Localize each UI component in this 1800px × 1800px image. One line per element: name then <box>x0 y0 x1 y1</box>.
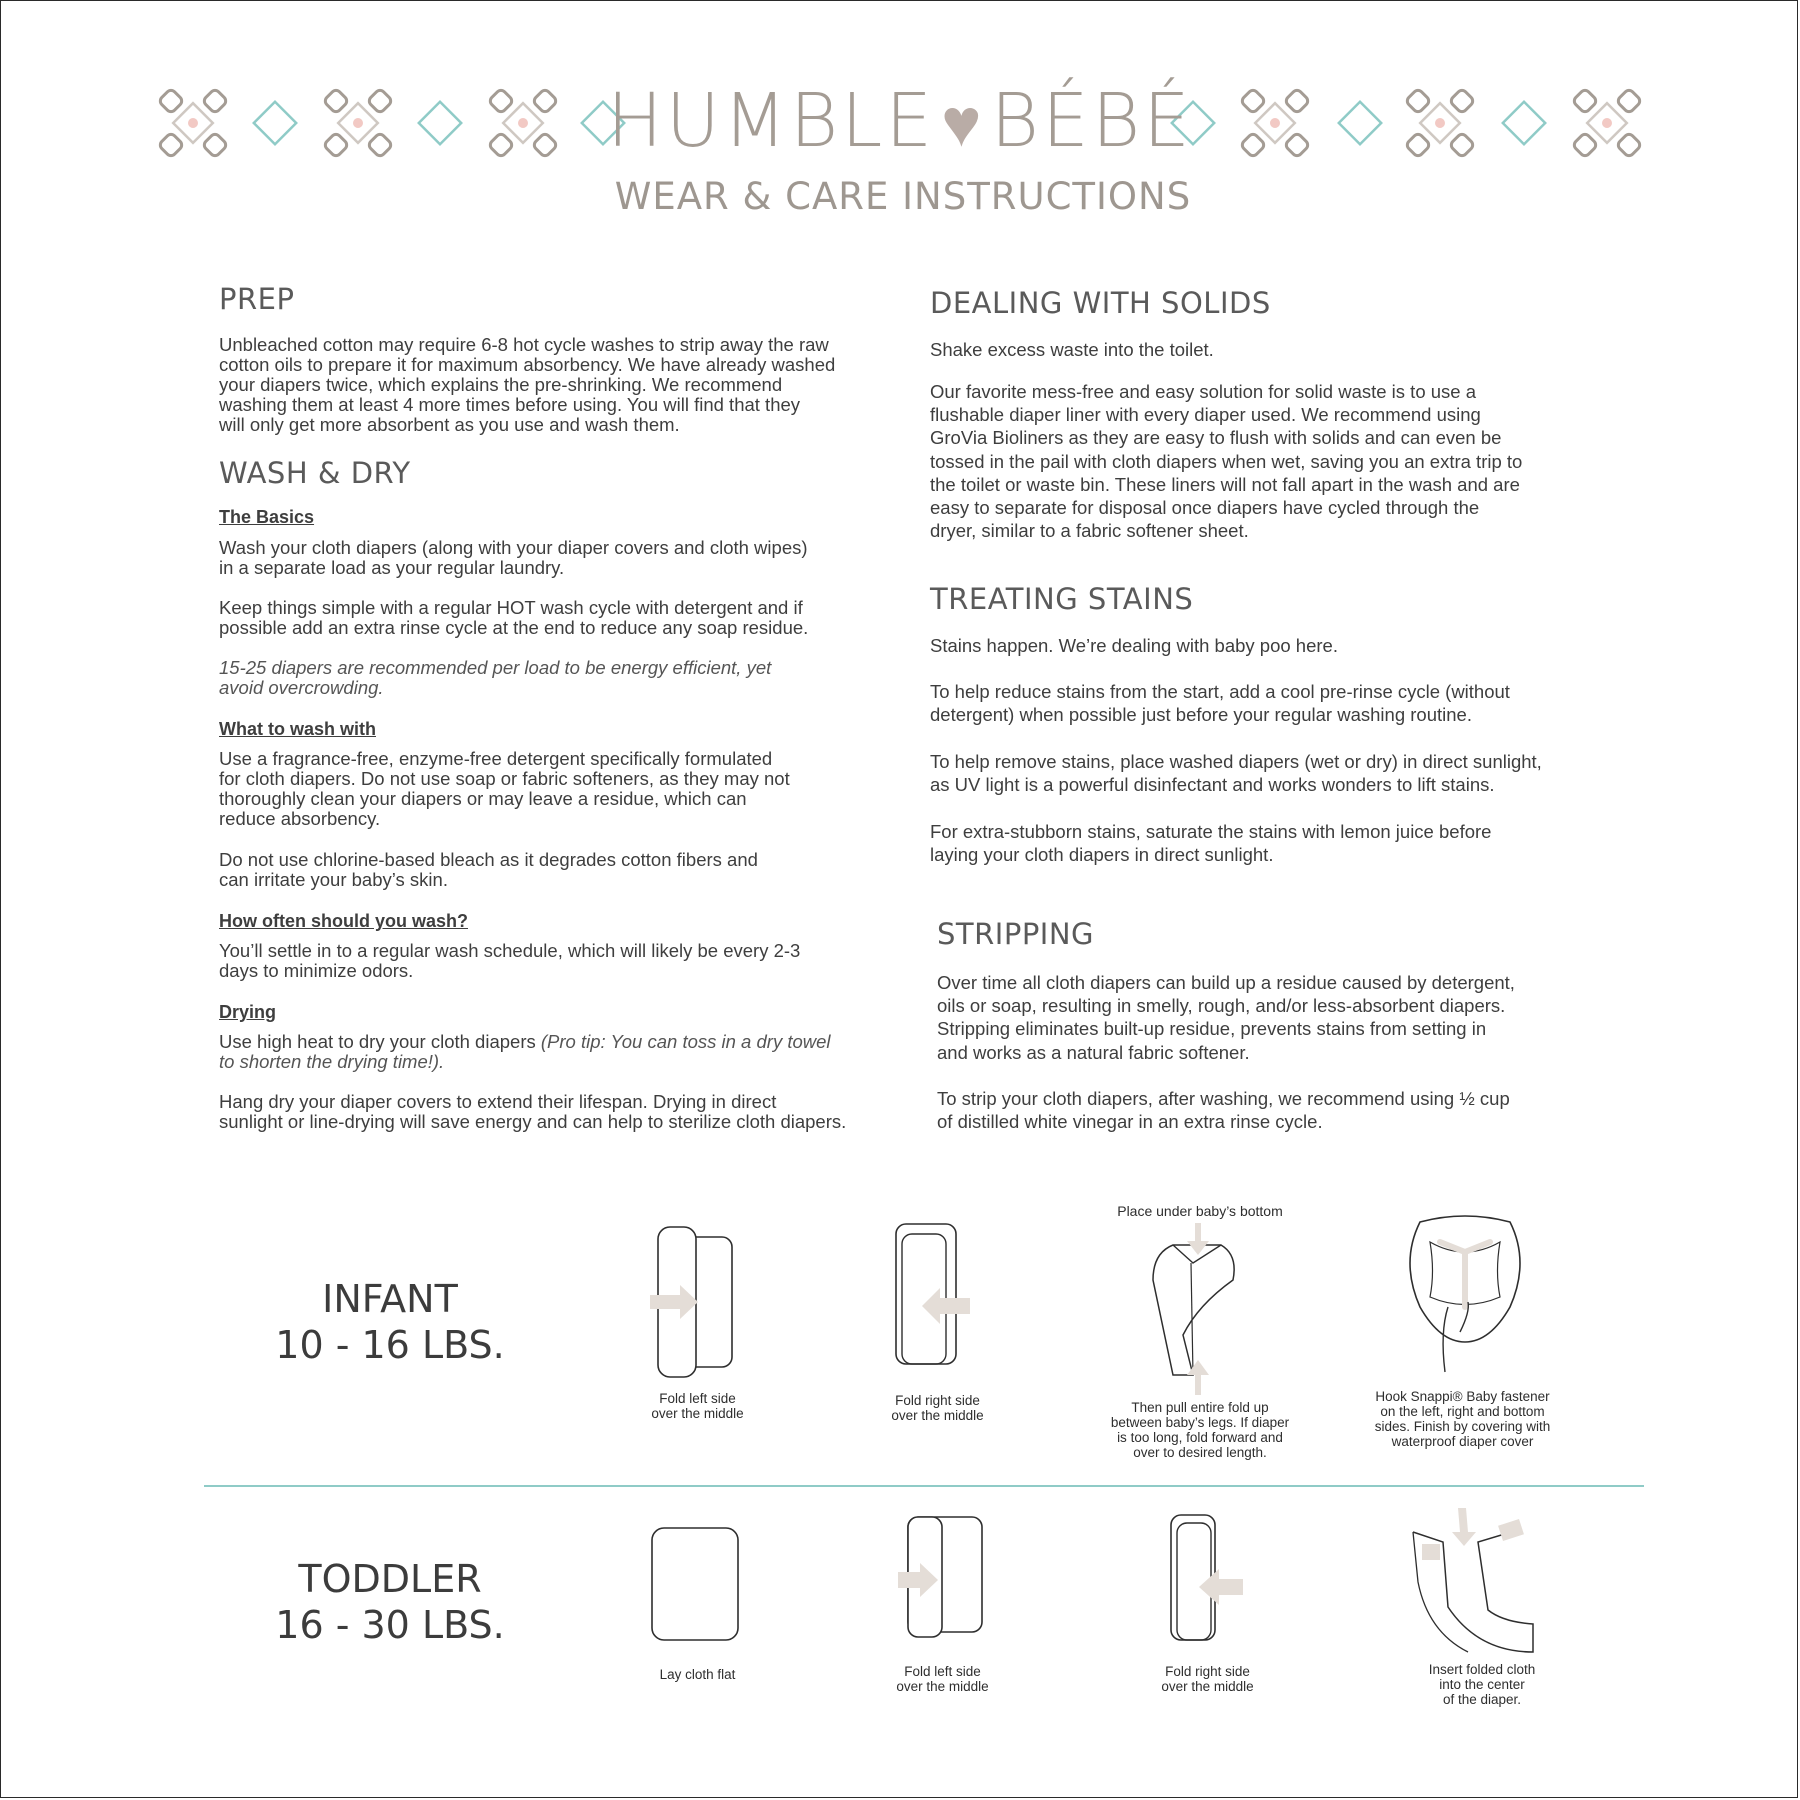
brand-right: BÉBÉ <box>990 78 1193 164</box>
stripping-p1: Over time all cloth diapers can build up a residue caused by detergent, oils or soap, resulting in smelly, rough, and/or less-absorbent diapers. Stripping eliminates built-up residue, prevents stains from setting in and works as a natural fabric softener. <box>937 972 1515 1063</box>
brand-logo <box>0 78 1800 164</box>
what-p1: Use a fragrance-free, enzyme-free detergent specifically formulated for cloth diapers. Do not use soap or fabric softeners, as they may not thoroughly clean your diapers or may leave a residue, which can reduce absorbency. <box>219 748 790 829</box>
infant-step-2-illustration <box>890 1222 990 1392</box>
toddler-caption-1: Lay cloth flat <box>659 1667 736 1682</box>
infant-label: INFANT 10 - 16 LBS. <box>275 1277 505 1367</box>
stripping-p2: To strip your cloth diapers, after washing, we recommend using ½ cup of distilled white vinegar in an extra rinse cycle. <box>937 1088 1510 1133</box>
toddler-caption-3: Fold right side over the middle <box>1161 1664 1254 1694</box>
drying-p2: Hang dry your diaper covers to extend their lifespan. Drying in direct sunlight or line-drying will save energy and can help to sterilize cloth diapers. <box>219 1091 847 1132</box>
toddler-step-2-illustration <box>898 1515 998 1665</box>
solids-heading: DEALING WITH SOLIDS <box>930 286 1271 320</box>
toddler-step-3-illustration <box>1167 1513 1267 1663</box>
often-p1: You’ll settle in to a regular wash schedule, which will likely be every 2-3 days to minimize odors. <box>219 940 801 981</box>
stains-p1: Stains happen. We’re dealing with baby poo here. <box>930 635 1338 656</box>
infant-step-3-illustration <box>1143 1225 1253 1395</box>
stripping-heading: STRIPPING <box>937 917 1095 951</box>
infant-step-4-illustration <box>1400 1212 1530 1372</box>
brand-left: HUMBLE <box>607 78 936 164</box>
prep-text: Unbleached cotton may require 6-8 hot cycle washes to strip away the raw cotton oils to prepare it for maximum absorbency. We have already washed your diapers twice, which explains the pre-shrinking. We recommend washing them at least 4 more times before using. You will find that they will only get more absorbent as you use and wash them. <box>219 334 836 435</box>
toddler-caption-2: Fold left side over the middle <box>896 1664 989 1694</box>
section-divider <box>204 1485 1644 1487</box>
heart-icon: ♥ <box>941 84 985 163</box>
often-title: How often should you wash? <box>219 911 468 931</box>
basics-p2: Keep things simple with a regular HOT wash cycle with detergent and if possible add an extra rinse cycle at the end to reduce any soap residue. <box>219 597 809 638</box>
prep-heading: PREP <box>219 282 295 316</box>
infant-caption-3: Then pull entire fold up between baby’s legs. If diaper is too long, fold forward and over to desired length. <box>1110 1400 1290 1460</box>
infant-caption-1: Fold left side over the middle <box>651 1391 744 1421</box>
stains-heading: TREATING STAINS <box>930 582 1194 616</box>
infant-step-1-illustration <box>650 1225 750 1395</box>
stains-p3: To help remove stains, place washed diapers (wet or dry) in direct sunlight, as UV light is a powerful disinfectant and works wonders to lift stains. <box>930 751 1542 796</box>
infant-caption-4: Hook Snappi® Baby fastener on the left, right and bottom sides. Finish by covering with waterproof diaper cover <box>1374 1389 1551 1449</box>
basics-p3: 15-25 diapers are recommended per load to be energy efficient, yet avoid overcrowding. <box>219 657 772 698</box>
what-p2: Do not use chlorine-based bleach as it degrades cotton fibers and can irritate your baby’s skin. <box>219 849 758 890</box>
infant-caption-2: Fold right side over the middle <box>891 1393 984 1423</box>
basics-title: The Basics <box>219 507 315 527</box>
what-title: What to wash with <box>219 719 376 739</box>
stains-p2: To help reduce stains from the start, add a cool pre-rinse cycle (without detergent) when possible just before your regular washing routine. <box>930 681 1510 726</box>
toddler-step-4-illustration <box>1408 1512 1548 1662</box>
infant-top-caption: Place under baby’s bottom <box>1117 1203 1283 1219</box>
wash-dry-heading: WASH & DRY <box>219 456 411 490</box>
stains-p4: For extra-stubborn stains, saturate the stains with lemon juice before laying your cloth diapers in direct sunlight. <box>930 821 1492 866</box>
drying-title: Drying <box>219 1002 277 1022</box>
page-subtitle: WEAR & CARE INSTRUCTIONS <box>614 175 1192 218</box>
drying-p1: Use high heat to dry your cloth diapers (Pro tip: You can toss in a dry towel to shorten the drying time!). <box>219 1031 831 1072</box>
toddler-label: TODDLER 16 - 30 LBS. <box>275 1557 505 1647</box>
basics-p1: Wash your cloth diapers (along with your diaper covers and cloth wipes) in a separate load as your regular laundry. <box>219 537 808 578</box>
toddler-caption-4: Insert folded cloth into the center of the diaper. <box>1428 1662 1536 1707</box>
solids-p1: Shake excess waste into the toilet. <box>930 339 1214 360</box>
solids-p2: Our favorite mess-free and easy solution for solid waste is to use a flushable diaper liner with every diaper used. We recommend using GroVia Bioliners as they are easy to flush with solids and can even be tossed in the pail with cloth diapers when wet, saving you an extra trip to the toilet or waste bin. These liners will not fall apart in the wash and are easy to separate for disposal once diapers have cycled through the dryer, similar to a fabric softener sheet. <box>930 381 1523 542</box>
toddler-step-1-illustration <box>650 1526 750 1676</box>
